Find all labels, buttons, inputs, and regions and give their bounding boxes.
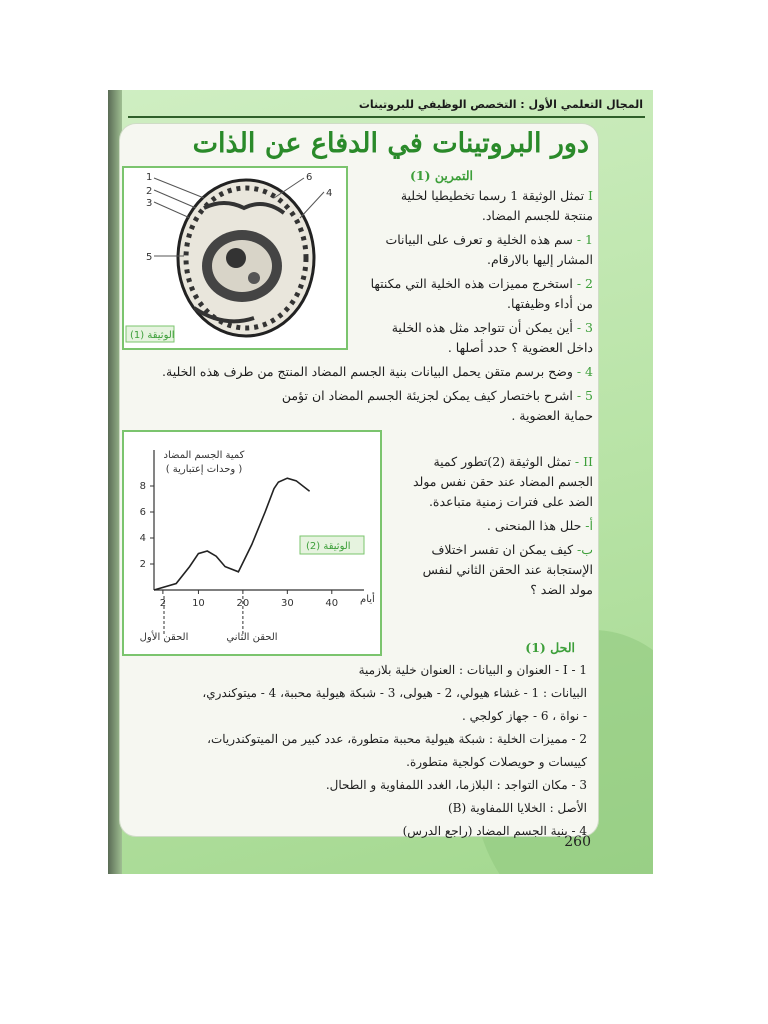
doc1-label-6: 6 xyxy=(306,172,313,183)
item-text: المشار إليها بالارقام. xyxy=(486,252,593,267)
x-tick-label: 30 xyxy=(280,598,294,609)
exercise-line xyxy=(371,274,593,294)
injection1-label: الحقن الأول xyxy=(139,632,189,643)
antibody-curve xyxy=(154,478,310,590)
item-text: أين يمكن أن تتواجد مثل هذه الخلية xyxy=(391,320,573,335)
exercise-line xyxy=(423,560,593,580)
doc2-label: الوثيقة (2) xyxy=(306,541,351,552)
antibody-chart xyxy=(124,432,380,654)
y-tick-label: 6 xyxy=(139,507,146,518)
item-number: 4 - xyxy=(572,364,593,379)
doc1-label-5: 5 xyxy=(146,252,153,263)
solution-line: البيانات : 1 - غشاء هيولي، 2 - هيولى، 3 - شبكة هيولية محببة، 4 - ميتوكندري، xyxy=(202,686,587,700)
doc1-label-3: 3 xyxy=(146,198,153,209)
solution-line: كييسات و حويصلات كولجية متطورة. xyxy=(406,755,587,769)
y-tick-label: 8 xyxy=(139,481,146,492)
item-text: منتجة للجسم المضاد. xyxy=(481,208,593,223)
chart-ylabel-line2: ( وحدات إعتبارية ) xyxy=(165,464,243,475)
page-title: دور البروتينات في الدفاع عن الذات xyxy=(192,128,589,159)
exercise-line xyxy=(433,452,593,472)
item-text: تمثل الوثيقة 1 رسما تخطيطيا لخلية xyxy=(400,188,585,203)
exercise-label: التمرين (1) xyxy=(409,168,473,183)
exercise-line xyxy=(507,294,593,314)
item-text: اشرح باختصار كيف يمكن لجزيئة الجسم المضاد ان تؤمن xyxy=(281,388,573,403)
exercise-line xyxy=(487,250,593,270)
x-tick-label: 40 xyxy=(325,598,339,609)
exercise-line xyxy=(429,492,593,512)
item-text: حماية العضوية . xyxy=(511,408,593,423)
item-number: 3 - xyxy=(572,320,593,335)
solution-line: 3 - مكان التواجد : البلازما، الغدد اللمفاوية و الطحال. xyxy=(325,778,587,792)
exercise-line xyxy=(530,580,593,600)
chapter-header: المجال التعلمي الأول : التخصص الوظيفي للبروتينات xyxy=(358,98,643,111)
item-text: داخل العضوية ؟ حدد أصلها . xyxy=(447,340,593,355)
item-text: مولد الضد ؟ xyxy=(530,582,593,597)
solution-line: - نواة ، 6 - جهاز كولجي . xyxy=(461,709,587,723)
item-text: الجسم المضاد عند حقن نفس مولد xyxy=(412,474,593,489)
item-text: الضد على فترات زمنية متباعدة. xyxy=(428,494,593,509)
item-text: الإستجابة عند الحقن الثاني لنفس xyxy=(422,562,593,577)
exercise-line xyxy=(162,362,593,382)
doc1-label-2: 2 xyxy=(146,186,153,197)
item-text: استخرج مميزات هذه الخلية التي مكنتها xyxy=(370,276,573,291)
chart-ylabel-line1: كمية الجسم المضاد xyxy=(163,450,245,461)
x-tick-label: 20 xyxy=(236,598,250,609)
exercise-line xyxy=(511,406,593,426)
solution-line: I - 1 - العنوان و البيانات : العنوان خلية بلازمية xyxy=(358,663,587,677)
item-number: أ- xyxy=(581,518,593,533)
exercise-line xyxy=(413,472,593,492)
y-tick-label: 2 xyxy=(139,559,146,570)
x-tick-label: 10 xyxy=(192,598,205,609)
plasma-cell-drawing xyxy=(124,168,346,348)
item-text: من أداء وظيفتها. xyxy=(507,296,593,311)
y-tick-label: 4 xyxy=(139,533,146,544)
item-number: 5 - xyxy=(572,388,593,403)
item-number: 1 - xyxy=(572,232,593,247)
item-text: كيف يمكن ان تفسر اختلاف xyxy=(431,542,574,557)
doc1-label: الوثيقة (1) xyxy=(130,330,175,341)
item-text: وضح برسم متقن يحمل البيانات بنية الجسم المضاد المنتج من طرف هذه الخلية. xyxy=(162,364,573,379)
solution-line: 2 - مميزات الخلية : شبكة هيولية محببة متطورة، عدد كبير من الميتوكندريات، xyxy=(207,732,587,746)
solution-label: الحل (1) xyxy=(525,640,575,655)
item-number: I xyxy=(584,188,593,203)
item-number: II - xyxy=(570,454,593,469)
exercise-line xyxy=(401,186,593,206)
item-number: 2 - xyxy=(572,276,593,291)
doc2-figure xyxy=(122,430,382,656)
book-page xyxy=(108,90,653,874)
exercise-line xyxy=(431,540,593,560)
item-text: تمثل الوثيقة (2)تطور كمية xyxy=(433,454,571,469)
item-number: ب- xyxy=(573,542,593,557)
doc1-figure xyxy=(122,166,348,350)
exercise-line xyxy=(482,206,593,226)
exercise-line xyxy=(385,230,593,250)
exercise-line xyxy=(392,318,593,338)
header-rule xyxy=(128,116,645,118)
solution-line: الأصل : الخلايا اللمفاوية (B) xyxy=(447,801,587,815)
item-text: حلل هذا المنحنى . xyxy=(486,518,582,533)
doc1-label-1: 1 xyxy=(146,172,153,183)
exercise-line xyxy=(282,386,593,406)
item-text: سم هذه الخلية و تعرف على البيانات xyxy=(385,232,573,247)
page-number: 260 xyxy=(564,834,591,850)
chart-xunit: أيام xyxy=(360,594,375,605)
exercise-line xyxy=(487,516,593,536)
exercise-line xyxy=(448,338,593,358)
injection2-label: الحقن الثاني xyxy=(226,632,278,643)
solution-line: 4 - بنية الجسم المضاد (راجع الدرس) xyxy=(402,824,587,838)
doc1-label-4: 4 xyxy=(326,188,333,199)
x-tick-label: 2 xyxy=(159,598,167,609)
